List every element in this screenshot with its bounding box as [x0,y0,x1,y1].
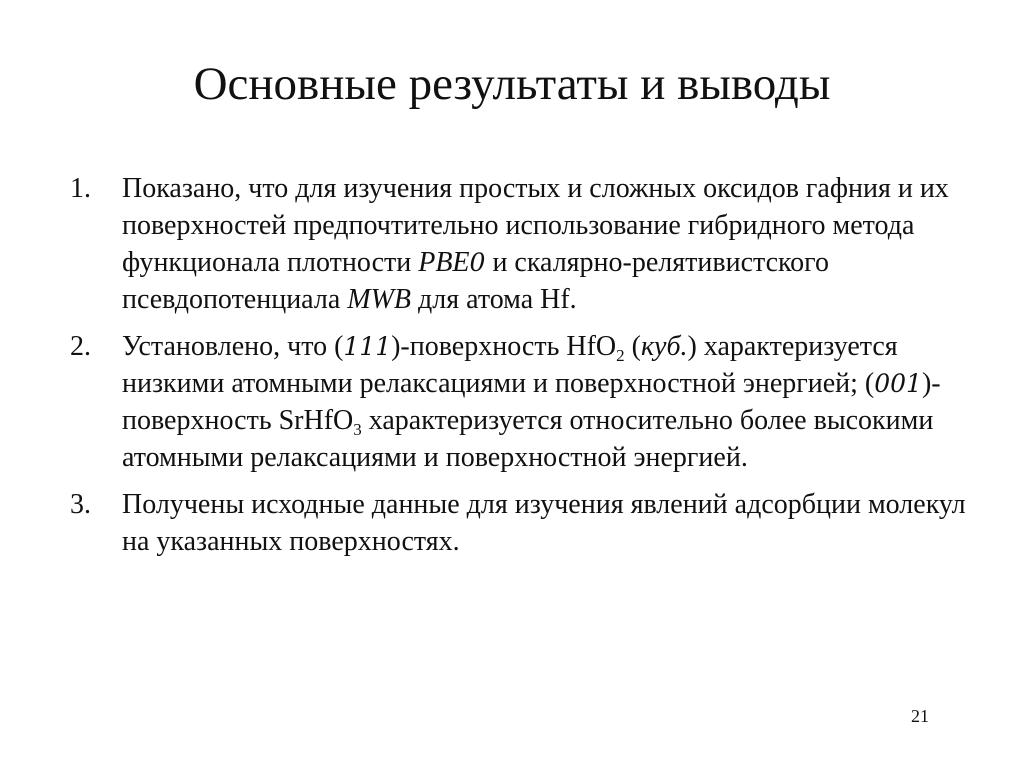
item-text [122,173,949,315]
text-segment: и скалярно-релятивистского псевдопотенциала [122,247,829,315]
method-name-suffix: 0 [469,248,486,277]
page-number: 21 [911,706,929,726]
item-number: 3. [70,489,91,520]
miller-index: 111 [343,332,392,361]
item-text: Получены исходные данные для изучения явлений адсорбции молекул на указанных поверхностях. [122,489,966,557]
text-segment: для атома Hf. [411,284,577,315]
item-text [122,331,941,473]
method-name-pbe: PBE [418,247,470,278]
text-segment: ) характеризуется низкими атомными релаксациями и поверхностной энергией; ( [122,331,898,399]
text-segment: Установлено, что ( [122,331,344,362]
slide-title: Основные результаты и выводы [193,58,831,110]
conclusion-item-3 [64,486,974,560]
conclusion-item-2 [64,328,974,476]
text-segment: )-поверхность HfO [391,331,617,362]
text-segment: характеризуется относительно более высокими атомными релаксациями и поверхностной энергией. [122,405,934,473]
pseudopotential-name: MWB [347,284,412,315]
subscript: 3 [353,420,362,439]
text-segment: ( [624,331,641,362]
miller-index: 001 [874,369,922,398]
subscript: 2 [616,346,625,365]
item-number: 1. [70,173,91,204]
conclusion-item-1 [64,170,974,318]
phase-label: куб. [640,331,688,362]
text-segment: Показано, что для изучения простых и сложных оксидов гафния и их поверхностей предпочтительно использование гибридного метода функционала плотности [122,173,949,278]
conclusions-list [64,170,974,560]
item-number: 2. [70,331,91,362]
text-segment: )-поверхность SrHfO [122,368,941,436]
